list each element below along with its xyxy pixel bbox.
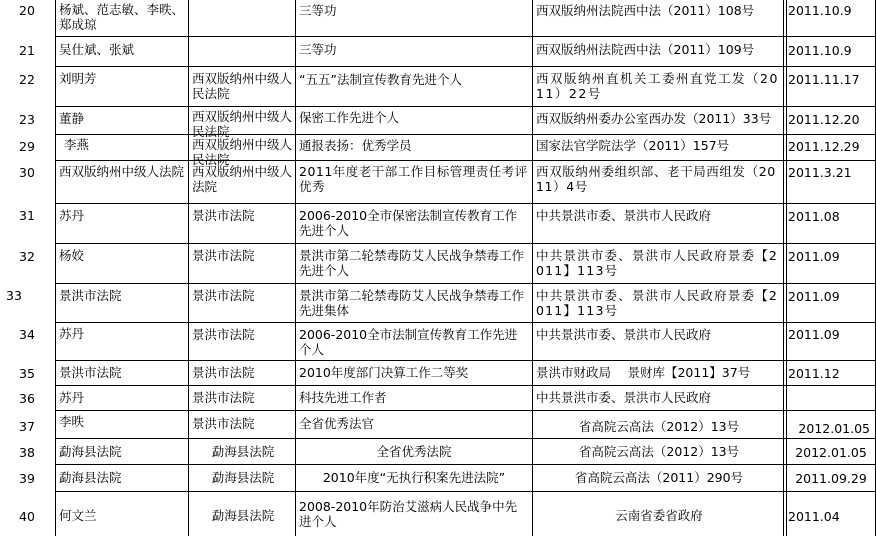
award-date: 2011.12 bbox=[788, 366, 840, 381]
row-number: 22 bbox=[19, 72, 35, 87]
row-number: 30 bbox=[19, 165, 35, 180]
recipient-name: 何文兰 bbox=[59, 508, 97, 523]
award-date: 2012.01.05 bbox=[795, 445, 867, 460]
recipient-name: 景洪市法院 bbox=[59, 365, 122, 380]
award-title: 科技先进工作者 bbox=[299, 390, 387, 405]
recipient-name: 苏丹 bbox=[59, 208, 85, 223]
award-date: 2011.11.17 bbox=[788, 72, 860, 87]
grid-line bbox=[55, 243, 876, 244]
grid-line bbox=[55, 106, 876, 107]
grid-line bbox=[532, 0, 533, 536]
recipient-unit: 景洪市法院 bbox=[192, 365, 255, 380]
award-date: 2011.09 bbox=[788, 249, 840, 264]
award-date: 2011.3.21 bbox=[788, 165, 852, 180]
grid-line bbox=[55, 66, 876, 67]
award-title: 三等功 bbox=[299, 3, 337, 18]
award-date: 2011.09 bbox=[788, 327, 840, 342]
award-date: 2011.08 bbox=[788, 209, 840, 224]
grid-line bbox=[55, 322, 876, 323]
award-date: 2011.09.29 bbox=[795, 471, 867, 486]
issuing-document: 中共景洪市委、景洪市人民政府 bbox=[536, 208, 712, 223]
grid-line bbox=[55, 36, 876, 37]
grid-line bbox=[55, 491, 876, 492]
grid-line bbox=[783, 0, 784, 536]
grid-line bbox=[55, 0, 56, 536]
recipient-name: 苏丹 bbox=[59, 326, 85, 341]
row-number: 21 bbox=[19, 43, 35, 58]
recipient-name: 吴仕斌、张斌 bbox=[59, 42, 135, 57]
recipient-unit: 景洪市法院 bbox=[192, 288, 255, 303]
grid-line bbox=[55, 410, 876, 411]
row-number: 29 bbox=[19, 139, 35, 154]
issuing-document: 中共景洪市委、景洪市人民政府景委【2011】113号 bbox=[536, 248, 779, 278]
row-number: 31 bbox=[19, 208, 35, 223]
issuing-document: 省高院云高法（2011）290号 bbox=[574, 470, 744, 485]
grid-line bbox=[188, 0, 189, 536]
award-date: 2011.10.9 bbox=[788, 43, 852, 58]
award-date: 2011.09 bbox=[788, 289, 840, 304]
recipient-unit: 景洪市法院 bbox=[192, 248, 255, 263]
award-title: 全省优秀法官 bbox=[299, 416, 375, 431]
award-date: 2011.12.20 bbox=[788, 112, 860, 127]
award-title: 保密工作先进个人 bbox=[299, 110, 400, 125]
recipient-name: 勐海县法院 bbox=[59, 470, 122, 485]
award-date: 2011.10.9 bbox=[788, 3, 852, 18]
recipient-unit: 勐海县法院 bbox=[211, 470, 275, 485]
recipient-name: 西双版纳州中级人法院 bbox=[59, 164, 185, 179]
grid-line bbox=[786, 0, 787, 536]
row-number: 23 bbox=[19, 112, 35, 127]
row-number: 38 bbox=[19, 445, 35, 460]
award-title: 通报表扬：优秀学员 bbox=[299, 138, 412, 153]
issuing-document: 云南省委省政府 bbox=[615, 508, 703, 523]
recipient-unit: 西双版纳州中级人民法院 bbox=[192, 137, 293, 167]
issuing-document: 西双版纳州委组织部、老干局西组发（2011）4号 bbox=[536, 164, 776, 194]
row-number: 37 bbox=[19, 419, 35, 434]
award-date: 2011.04 bbox=[788, 509, 840, 524]
award-date: 2011.12.29 bbox=[788, 139, 860, 154]
grid-line bbox=[55, 385, 876, 386]
issuing-document: 中共景洪市委、景洪市人民政府 bbox=[536, 390, 712, 405]
grid-line bbox=[55, 203, 876, 204]
issuing-document: 中共景洪市委、景洪市人民政府 bbox=[536, 327, 712, 342]
recipient-unit: 勐海县法院 bbox=[211, 508, 275, 523]
award-title: 景洪市第二轮禁毒防艾人民战争禁毒工作先进集体 bbox=[299, 288, 525, 318]
recipient-name: 苏丹 bbox=[59, 390, 85, 405]
recipient-unit: 景洪市法院 bbox=[192, 208, 255, 223]
recipient-unit: 西双版纳州中级人民法院 bbox=[192, 109, 293, 139]
row-number: 36 bbox=[19, 391, 35, 406]
issuing-document: 西双版纳州法院西中法（2011）109号 bbox=[536, 42, 755, 57]
grid-line bbox=[55, 464, 876, 465]
grid-line bbox=[55, 438, 876, 439]
row-number: 20 bbox=[19, 3, 35, 18]
issuing-document: 国家法官学院法学（2011）157号 bbox=[536, 138, 730, 153]
award-date: 2012.01.05 bbox=[798, 421, 870, 436]
award-title: 三等功 bbox=[299, 42, 337, 57]
award-title: 2008-2010年防治艾滋病人民战争中先进个人 bbox=[299, 499, 518, 529]
award-title: 2010年度部门决算工作二等奖 bbox=[299, 365, 469, 380]
grid-line bbox=[55, 360, 876, 361]
issuing-document: 西双版纳州直机关工委州直党工发（2011）22号 bbox=[536, 71, 779, 101]
recipient-unit: 景洪市法院 bbox=[192, 327, 255, 342]
recipient-name: 董静 bbox=[59, 111, 85, 126]
recipient-unit: 西双版纳州中级人民法院 bbox=[192, 71, 293, 101]
award-title: 2006-2010全市法制宣传教育工作先进个人 bbox=[299, 327, 518, 357]
award-title: 全省优秀法院 bbox=[376, 444, 452, 459]
issuing-document: 景洪市财政局 景财库【2011】37号 bbox=[536, 365, 751, 380]
recipient-name: 李燕 bbox=[64, 137, 90, 152]
grid-line bbox=[295, 0, 296, 536]
award-title: 2011年度老干部工作目标管理责任考评优秀 bbox=[299, 164, 528, 194]
issuing-document: 省高院云高法（2012）13号 bbox=[578, 419, 740, 434]
recipient-unit: 勐海县法院 bbox=[211, 444, 275, 459]
recipient-unit: 西双版纳州中级人法院 bbox=[192, 164, 293, 194]
issuing-document: 省高院云高法（2012）13号 bbox=[578, 444, 740, 459]
award-title: 景洪市第二轮禁毒防艾人民战争禁毒工作先进个人 bbox=[299, 248, 525, 278]
award-title: 2010年度“无执行积案先进法院” bbox=[322, 470, 506, 485]
issuing-document: 中共景洪市委、景洪市人民政府景委【2011】113号 bbox=[536, 288, 779, 318]
grid-line bbox=[55, 283, 876, 284]
row-number: 34 bbox=[19, 327, 35, 342]
issuing-document: 西双版纳州委办公室西办发（2011）33号 bbox=[536, 111, 772, 126]
row-number: 39 bbox=[19, 471, 35, 486]
award-title: 2006-2010全市保密法制宣传教育工作先进个人 bbox=[299, 208, 518, 238]
recipient-name: 李昳 bbox=[59, 414, 85, 429]
grid-line bbox=[55, 134, 876, 135]
recipient-unit: 景洪市法院 bbox=[192, 390, 255, 405]
row-number: 35 bbox=[19, 366, 35, 381]
award-title: “五五”法制宣传教育先进个人 bbox=[299, 72, 462, 87]
recipient-unit: 景洪市法院 bbox=[192, 416, 255, 431]
recipient-name: 杨姣 bbox=[59, 248, 85, 263]
row-number: 32 bbox=[19, 249, 35, 264]
row-number: 33 bbox=[6, 288, 22, 303]
recipient-name: 景洪市法院 bbox=[59, 288, 122, 303]
recipient-name: 杨斌、范志敏、李昳、郑成琼 bbox=[59, 2, 185, 32]
grid-line bbox=[55, 160, 876, 161]
issuing-document: 西双版纳州法院西中法（2011）108号 bbox=[536, 3, 755, 18]
row-number: 40 bbox=[19, 509, 35, 524]
recipient-name: 刘明芳 bbox=[59, 71, 97, 86]
recipient-name: 勐海县法院 bbox=[59, 444, 122, 459]
